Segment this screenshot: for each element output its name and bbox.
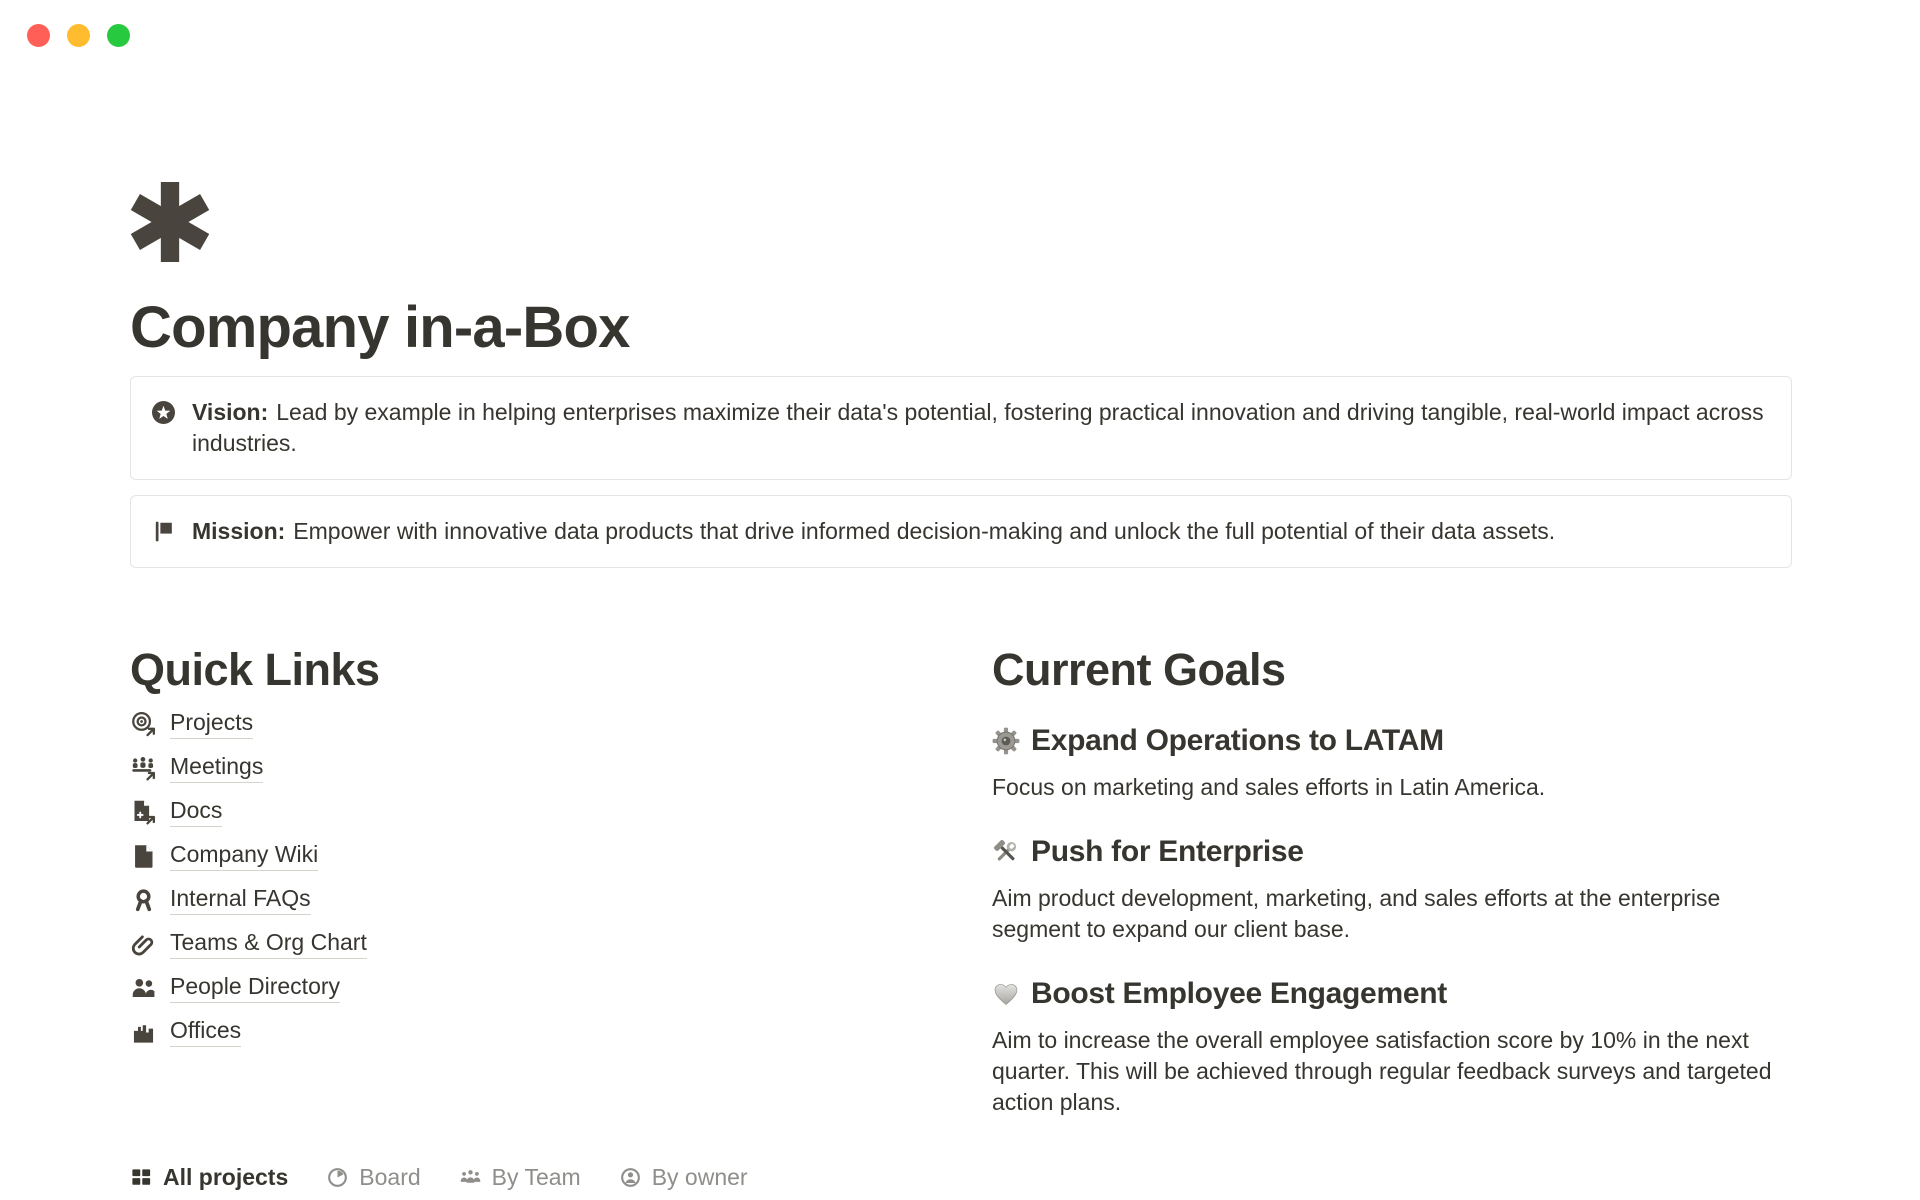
team-view-icon	[459, 1166, 482, 1189]
tab-all-projects[interactable]	[130, 1164, 288, 1191]
close-window-button[interactable]	[27, 24, 50, 47]
goal-description: Aim to increase the overall employee satisfaction score by 10% in the next quarter. This will be achieved through regular feedback surveys and targeted action plans.	[992, 1027, 1772, 1115]
link-projects[interactable]	[130, 702, 936, 746]
goal-boost-engagement	[992, 975, 1792, 1013]
current-goals-heading: Current Goals	[992, 644, 1286, 695]
mission-label: Mission:	[192, 518, 286, 544]
people-icon	[130, 975, 157, 1002]
grid-view-icon	[130, 1166, 153, 1189]
view-tab-label[interactable]: By owner	[651, 1164, 748, 1190]
flag-icon	[151, 519, 176, 544]
database-view-tabs	[130, 1164, 748, 1191]
goal-description: Focus on marketing and sales efforts in Latin America.	[992, 774, 1546, 800]
tab-by-team[interactable]	[459, 1164, 581, 1191]
goal-title: Boost Employee Engagement	[1031, 977, 1447, 1010]
tab-board[interactable]	[326, 1164, 420, 1191]
link-people-directory[interactable]	[130, 966, 936, 1010]
link-docs[interactable]	[130, 790, 936, 834]
vision-text: Lead by example in helping enterprises maximize their data's potential, fostering practical innovation and driving tangible, real-world impact across industries.	[192, 399, 1764, 456]
notion-page	[130, 0, 1792, 1118]
goal-push-enterprise	[992, 833, 1792, 871]
quick-link-label[interactable]: Meetings	[170, 753, 263, 783]
white-heart-emoji-icon	[992, 980, 1020, 1008]
window-controls	[27, 24, 130, 47]
goal-title: Push for Enterprise	[1031, 835, 1304, 868]
goal-description: Aim product development, marketing, and sales efforts at the enterprise segment to expand our client base.	[992, 885, 1721, 942]
quick-link-label[interactable]: Teams & Org Chart	[170, 929, 367, 959]
owner-view-icon	[619, 1166, 642, 1189]
link-company-wiki[interactable]	[130, 834, 936, 878]
vision-callout	[130, 376, 1792, 480]
link-teams-org-chart[interactable]	[130, 922, 936, 966]
star-circle-icon	[151, 400, 176, 425]
quick-links-list	[130, 702, 936, 1054]
goal-expand-latam	[992, 722, 1792, 760]
quick-link-label[interactable]: Docs	[170, 797, 222, 827]
building-icon	[130, 1019, 157, 1046]
link-internal-faqs[interactable]	[130, 878, 936, 922]
doc-plus-arrow-icon	[130, 799, 157, 826]
mission-callout	[130, 495, 1792, 568]
quick-link-label[interactable]: Projects	[170, 709, 253, 739]
board-view-icon	[326, 1166, 349, 1189]
goal-title: Expand Operations to LATAM	[1031, 724, 1444, 757]
vision-label: Vision:	[192, 399, 269, 425]
page-title[interactable]: Company in-a-Box	[130, 295, 630, 360]
tab-by-owner[interactable]	[619, 1164, 748, 1191]
quick-link-label[interactable]: Offices	[170, 1017, 241, 1047]
meeting-arrow-icon	[130, 755, 157, 782]
paperclip-icon	[130, 931, 157, 958]
link-offices[interactable]	[130, 1010, 936, 1054]
link-meetings[interactable]	[130, 746, 936, 790]
quick-link-label[interactable]: Company Wiki	[170, 841, 318, 871]
quick-link-label[interactable]: Internal FAQs	[170, 885, 311, 915]
view-tab-label[interactable]: By Team	[491, 1164, 581, 1190]
keyhole-icon	[130, 887, 157, 914]
page-icon	[130, 843, 157, 870]
minimize-window-button[interactable]	[67, 24, 90, 47]
view-tab-label[interactable]: Board	[359, 1164, 421, 1190]
quick-links-heading: Quick Links	[130, 644, 380, 695]
hammer-wrench-emoji-icon	[992, 838, 1020, 866]
gear-emoji-icon	[992, 727, 1020, 755]
target-arrow-icon	[130, 711, 157, 738]
page-icon-asterisk[interactable]	[130, 182, 210, 262]
zoom-window-button[interactable]	[107, 24, 130, 47]
quick-link-label[interactable]: People Directory	[170, 973, 340, 1003]
view-tab-label[interactable]: All projects	[163, 1164, 289, 1190]
asterisk-icon	[130, 182, 210, 262]
mission-text: Empower with innovative data products that drive informed decision-making and unlock the full potential of their data assets.	[293, 518, 1556, 544]
